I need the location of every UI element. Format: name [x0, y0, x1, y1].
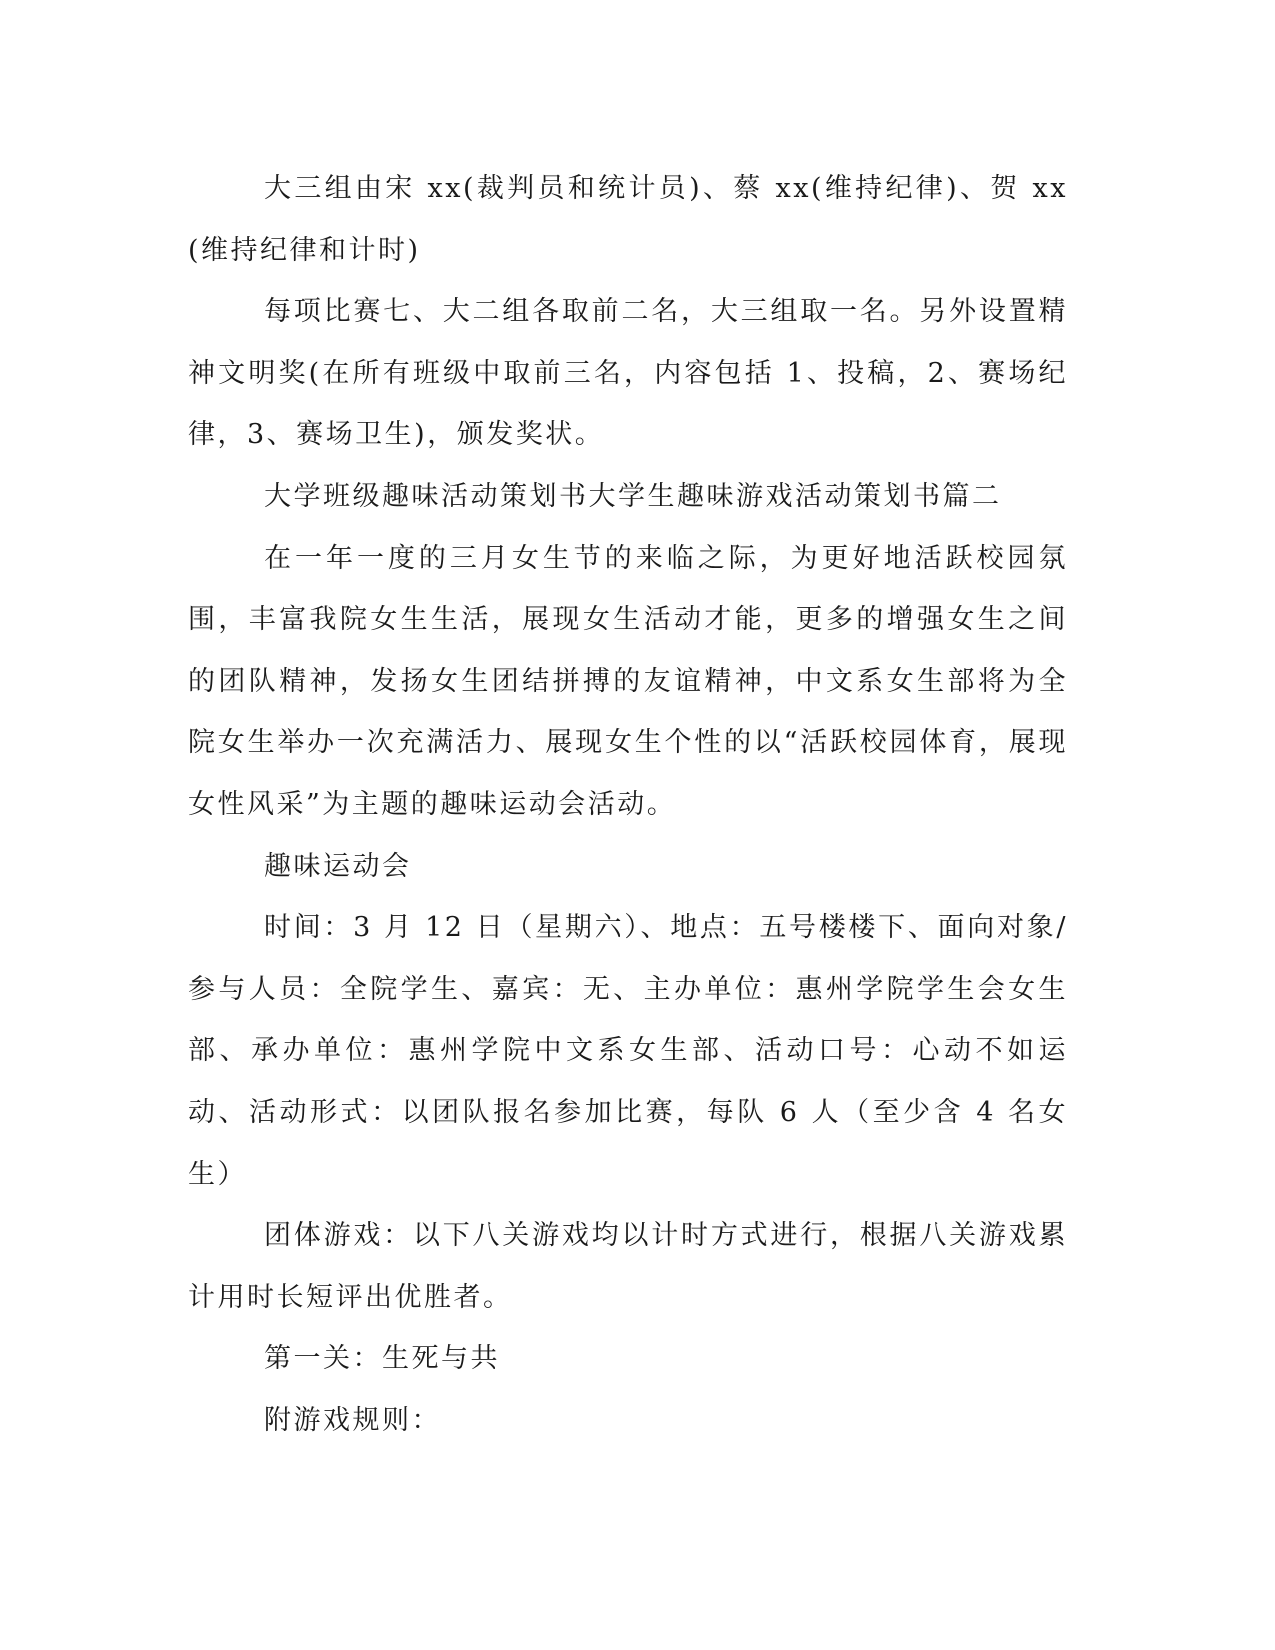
- paragraph-event-name: 趣味运动会: [264, 850, 412, 882]
- paragraph-judges: 大三组由宋 xx(裁判员和统计员)、蔡 xx(维持纪律)、贺 xx(维持纪律和计时): [188, 173, 1068, 266]
- paragraph-awards: 每项比赛七、大二组各取前二名，大三组取一名。另外设置精神文明奖(在所有班级中取前三名，内容包括 1、投稿，2、赛场纪律，3、赛场卫生)，颁发奖状。: [188, 296, 1068, 451]
- document-body: [188, 158, 1068, 1451]
- paragraph-event-details: 时间：3 月 12 日（星期六）、地点：五号楼楼下、面向对象/参与人员：全院学生、嘉宾：无、主办单位：惠州学院学生会女生部、承办单位：惠州学院中文系女生部、活动口号：心动不如运动、活动形式：以团队报名参加比赛，每队 6 人（至少含 4 名女生）: [188, 912, 1068, 1190]
- paragraph-introduction: 在一年一度的三月女生节的来临之际，为更好地活跃校园氛围，丰富我院女生生活，展现女生活动才能，更多的增强女生之间的团队精神，发扬女生团结拼搏的友谊精神，中文系女生部将为全院女生举办一次充满活力、展现女生个性的以“活跃校园体育，展现女性风采”为主题的趣味运动会活动。: [188, 542, 1068, 820]
- paragraph-level-one: 第一关：生死与共: [264, 1343, 500, 1375]
- paragraph-section-title: 大学班级趣味活动策划书大学生趣味游戏活动策划书篇二: [264, 480, 1002, 512]
- paragraph-game-rules: 附游戏规则：: [264, 1404, 441, 1436]
- paragraph-team-games: 团体游戏：以下八关游戏均以计时方式进行，根据八关游戏累计用时长短评出优胜者。: [188, 1220, 1068, 1313]
